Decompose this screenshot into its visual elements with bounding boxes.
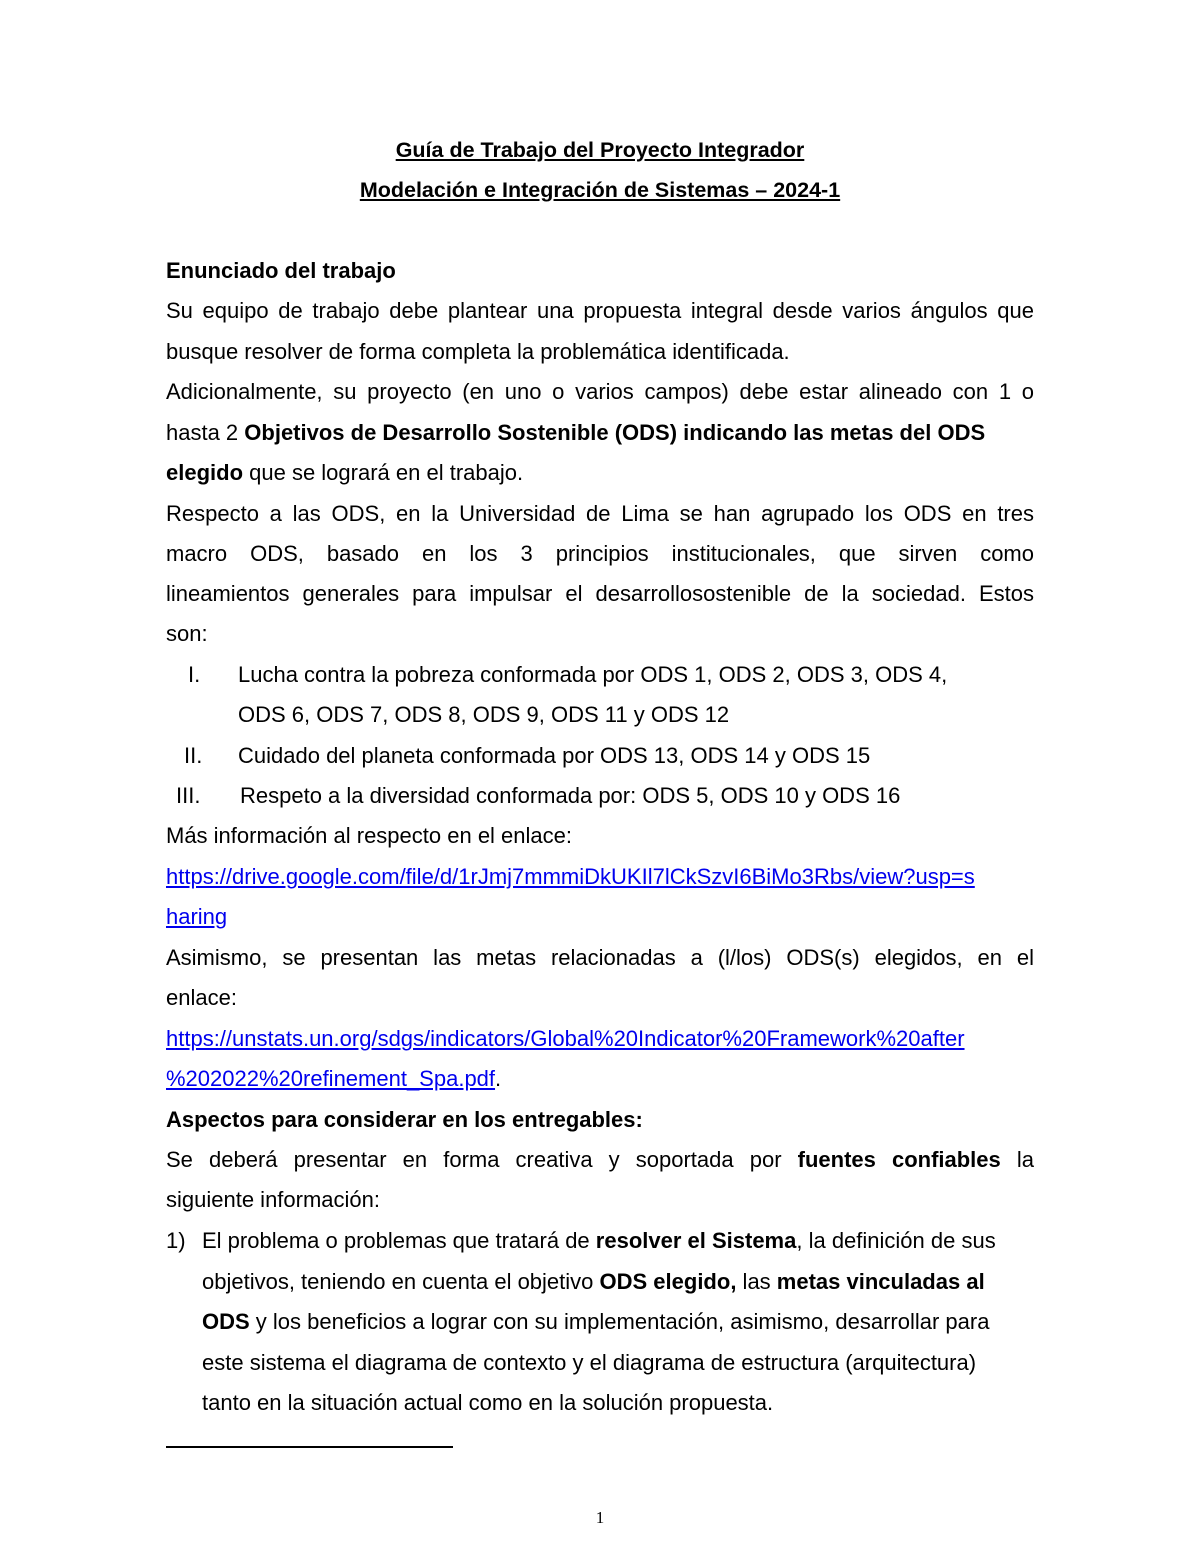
text-run: que se logrará en el trabajo.	[243, 460, 524, 485]
list-item-continuation	[202, 1308, 989, 1336]
paragraph-line: Más información al respecto en el enlace:	[166, 823, 572, 848]
bold-text-run: ODS elegido,	[599, 1269, 737, 1294]
paragraph-line: siguiente información:	[166, 1187, 381, 1212]
drive-link-text[interactable]: haring	[166, 904, 228, 929]
text-run: las	[736, 1269, 777, 1294]
un-link-text[interactable]: https://unstats.un.org/sdgs/indicators/Global%20Indicator%20Framework%20after	[166, 1026, 965, 1051]
paragraph-line: macro ODS, basado en los 3 principios institucionales, que sirven como	[166, 541, 1034, 566]
un-link-text[interactable]: %202022%20refinement_Spa.pdf	[166, 1066, 496, 1091]
document-title: Guía de Trabajo del Proyecto Integrador	[395, 138, 805, 162]
drive-link-text[interactable]: https://drive.google.com/file/d/1rJmj7mmmiDkUKIl7lCkSzvI6BiMo3Rbs/view?usp=s	[166, 864, 975, 889]
document-subtitle: Modelación e Integración de Sistemas – 2024-1	[359, 178, 841, 202]
list-number: II.	[184, 743, 203, 768]
list-item	[202, 1227, 996, 1255]
footnote-separator	[166, 1446, 453, 1448]
paragraph-line	[166, 419, 985, 447]
list-item-continuation	[202, 1268, 985, 1296]
paragraph-line	[166, 459, 523, 487]
drive-link-continuation[interactable]	[166, 903, 227, 931]
paragraph-line: lineamientos generales para impulsar el desarrollosostenible de la sociedad. Estos	[166, 581, 1034, 606]
list-item: Cuidado del planeta conformada por ODS 13, ODS 14 y ODS 15	[238, 743, 871, 768]
list-item: Respeto a la diversidad conformada por: ODS 5, ODS 10 y ODS 16	[240, 783, 901, 808]
text-run: la	[1000, 1147, 1035, 1172]
list-number: I.	[188, 662, 201, 687]
list-number: 1)	[166, 1228, 186, 1253]
section-heading-aspectos: Aspectos para considerar en los entregables:	[166, 1107, 643, 1132]
page-number: 1	[595, 1508, 605, 1527]
bold-text-run: ODS	[202, 1309, 250, 1334]
bold-text-run: metas vinculadas al	[776, 1269, 985, 1294]
bold-text-run: Objetivos de Desarrollo Sostenible (ODS) indicando las metas del ODS	[244, 420, 986, 445]
text-run: , la definición de sus	[796, 1228, 996, 1253]
list-item-continuation: ODS 6, ODS 7, ODS 8, ODS 9, ODS 11 y ODS 12	[238, 702, 730, 727]
text-run: hasta 2	[166, 420, 245, 445]
paragraph-line: busque resolver de forma completa la problemática identificada.	[166, 339, 790, 364]
section-heading-enunciado: Enunciado del trabajo	[166, 258, 396, 283]
text-run: y los beneficios a lograr con su implementación, asimismo, desarrollar para	[249, 1309, 990, 1334]
list-number: III.	[176, 783, 201, 808]
text-run: objetivos, teniendo en cuenta el objetivo	[202, 1269, 600, 1294]
un-link[interactable]	[166, 1025, 965, 1053]
paragraph-line: enlace:	[166, 985, 237, 1010]
paragraph-line: Su equipo de trabajo debe plantear una propuesta integral desde varios ángulos que	[166, 298, 1034, 323]
bold-text-run: resolver el Sistema	[595, 1228, 797, 1253]
paragraph-line: Respecto a las ODS, en la Universidad de Lima se han agrupado los ODS en tres	[166, 501, 1034, 526]
un-link-continuation[interactable]	[166, 1065, 501, 1093]
drive-link[interactable]	[166, 863, 975, 891]
text-run: .	[495, 1066, 502, 1091]
paragraph-line: Adicionalmente, su proyecto (en uno o varios campos) debe estar alineado con 1 o	[166, 379, 1034, 404]
paragraph-line: Asimismo, se presentan las metas relacionadas a (l/los) ODS(s) elegidos, en el	[166, 945, 1034, 970]
paragraph-line: son:	[166, 621, 208, 646]
list-item: Lucha contra la pobreza conformada por ODS 1, ODS 2, ODS 3, ODS 4,	[238, 662, 948, 687]
bold-text-run: elegido	[166, 460, 244, 485]
bold-text-run: fuentes confiables	[797, 1147, 1001, 1172]
text-run: El problema o problemas que tratará de	[202, 1228, 596, 1253]
text-run: Se deberá presentar en forma creativa y soportada por	[166, 1147, 798, 1172]
list-item-continuation: este sistema el diagrama de contexto y el diagrama de estructura (arquitectura)	[202, 1350, 977, 1375]
list-item-continuation: tanto en la situación actual como en la solución propuesta.	[202, 1390, 774, 1415]
paragraph-line	[166, 1146, 1034, 1174]
